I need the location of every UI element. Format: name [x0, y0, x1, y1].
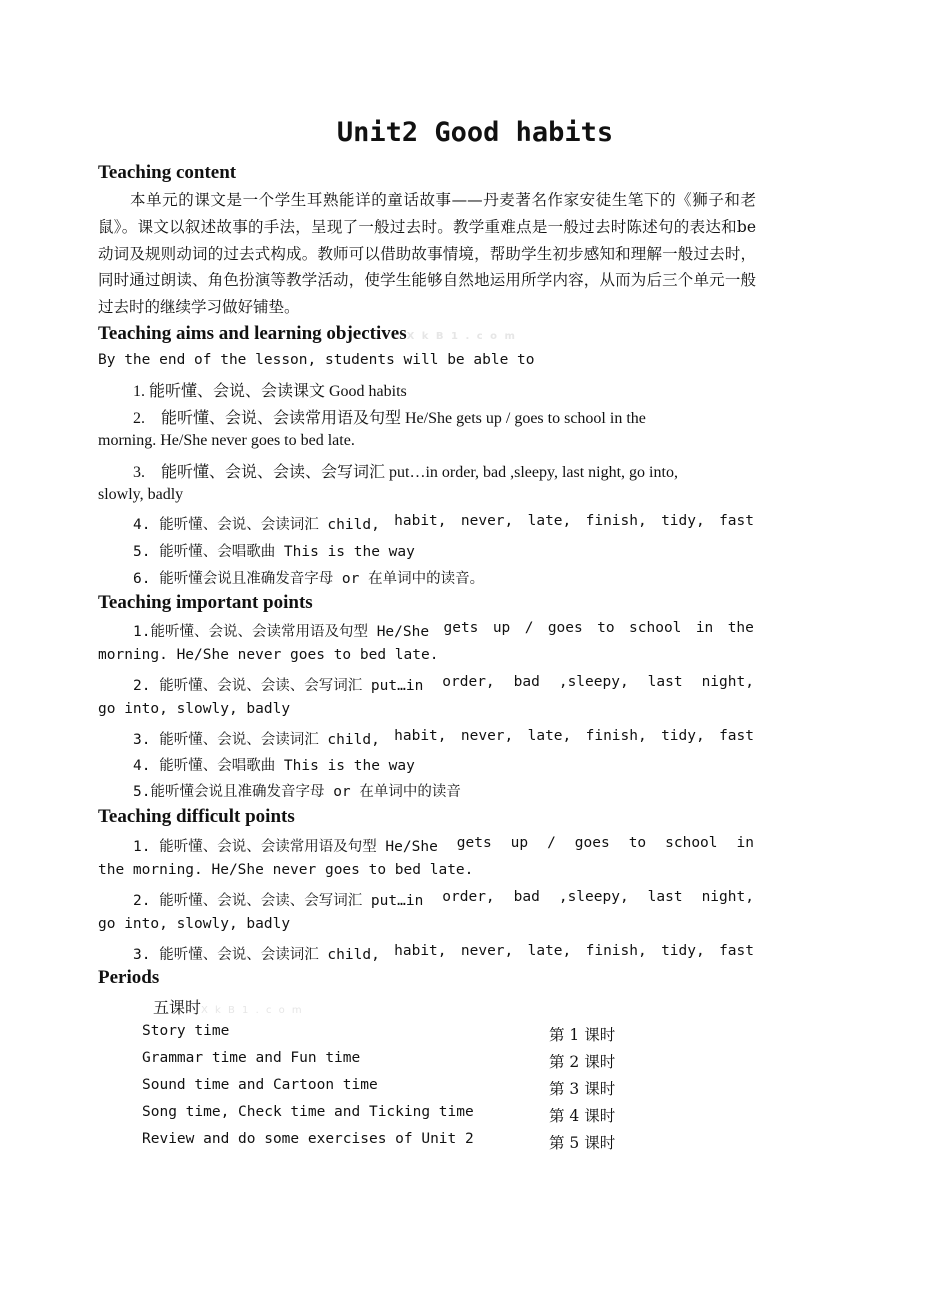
period-activity: Song time, Check time and Ticking time: [142, 1104, 474, 1120]
aims-item-4: [133, 513, 754, 534]
word: /: [547, 835, 556, 851]
important-item-1-line-1: [133, 620, 754, 641]
word: gets: [443, 620, 479, 636]
watermark-text: X k B 1 . c o m: [406, 331, 517, 342]
word: in: [695, 620, 714, 636]
important-item-2-line-2: go into, slowly, badly: [98, 701, 291, 717]
word: goes: [547, 620, 583, 636]
difficult-item-1-line-1: [133, 835, 754, 856]
heading-teaching-aims-text: Teaching aims and learning objectives: [98, 323, 407, 344]
period-number: 第 5 课时: [549, 1134, 616, 1152]
aims-item-1: 1. 能听懂、会说、会读课文 Good habits: [133, 383, 407, 400]
word: order,: [442, 674, 495, 690]
word: late,: [527, 943, 572, 959]
heading-teaching-content: Teaching content: [98, 162, 237, 183]
word: finish,: [585, 728, 647, 744]
period-number: 第 3 课时: [549, 1080, 616, 1098]
word: 4. 能听懂、会说、会读词汇 child,: [133, 517, 380, 533]
heading-periods: Periods: [98, 967, 160, 988]
word: never,: [460, 943, 514, 959]
word: up: [510, 835, 529, 851]
word: ,sleepy,: [558, 674, 629, 690]
aims-item-2-line-2: morning. He/She never goes to bed late.: [98, 432, 355, 449]
word: up: [492, 620, 511, 636]
word: 3. 能听懂、会说、会读词汇 child,: [133, 947, 380, 963]
word: gets: [456, 835, 492, 851]
aims-item-3-line-1: 3. 能听懂、会说、会读、会写词汇 put…in order, bad ,sleepy, last night, go into,: [133, 464, 678, 481]
aims-item-5: 5. 能听懂、会唱歌曲 This is the way: [133, 544, 415, 560]
word: habit,: [394, 943, 447, 959]
word: 1. 能听懂、会说、会读常用语及句型 He/She: [133, 839, 438, 855]
periods-total-text: 五课时: [153, 1000, 202, 1017]
heading-important-points: Teaching important points: [98, 592, 313, 613]
word: fast: [719, 943, 754, 959]
word: never,: [460, 513, 514, 529]
word: last: [647, 674, 683, 690]
period-number: 第 1 课时: [549, 1026, 616, 1044]
word: finish,: [585, 943, 647, 959]
word: finish,: [585, 513, 647, 529]
period-activity: Story time: [142, 1023, 230, 1039]
word: late,: [527, 728, 572, 744]
heading-difficult-points: Teaching difficult points: [98, 806, 295, 827]
important-item-4: 4. 能听懂、会唱歌曲 This is the way: [133, 758, 415, 774]
aims-item-3-line-2: slowly, badly: [98, 486, 184, 503]
word: in: [736, 835, 754, 851]
word: to: [628, 835, 647, 851]
important-item-2-line-1: [133, 674, 754, 695]
period-number: 第 4 课时: [549, 1107, 616, 1125]
word: bad: [513, 889, 540, 905]
important-item-5: 5.能听懂会说且准确发音字母 or 在单词中的读音: [133, 784, 461, 800]
word: /: [524, 620, 534, 636]
word: 3. 能听懂、会说、会读词汇 child,: [133, 732, 380, 748]
difficult-item-2-line-1: [133, 889, 754, 910]
word: tidy,: [661, 513, 705, 529]
word: last: [647, 889, 683, 905]
aims-intro: By the end of the lesson, students will be able to: [98, 352, 535, 368]
period-activity: Grammar time and Fun time: [142, 1050, 361, 1066]
word: 2. 能听懂、会说、会读、会写词汇 put…in: [133, 678, 424, 694]
watermark-text: X k B 1 . c o m: [201, 1005, 304, 1016]
heading-teaching-aims: [98, 323, 517, 345]
difficult-item-2-line-2: go into, slowly, badly: [98, 916, 291, 932]
word: tidy,: [661, 728, 705, 744]
word: bad: [513, 674, 540, 690]
aims-item-6: 6. 能听懂会说且准确发音字母 or 在单词中的读音。: [133, 571, 485, 587]
word: school: [665, 835, 718, 851]
difficult-item-3: [133, 943, 754, 964]
period-number: 第 2 课时: [549, 1053, 616, 1071]
important-item-1-line-2: morning. He/She never goes to bed late.: [98, 647, 439, 663]
word: habit,: [394, 513, 447, 529]
word: night,: [701, 674, 754, 690]
periods-total: [153, 995, 304, 1018]
word: 2. 能听懂、会说、会读、会写词汇 put…in: [133, 893, 424, 909]
word: ,sleepy,: [558, 889, 629, 905]
word: late,: [527, 513, 572, 529]
word: 1.能听懂、会说、会读常用语及句型 He/She: [133, 624, 430, 640]
word: never,: [460, 728, 514, 744]
word: night,: [701, 889, 754, 905]
period-activity: Review and do some exercises of Unit 2: [142, 1131, 474, 1147]
difficult-item-1-line-2: the morning. He/She never goes to bed late.: [98, 862, 474, 878]
word: to: [597, 620, 615, 636]
word: the: [727, 620, 754, 636]
word: fast: [719, 728, 754, 744]
word: school: [629, 620, 682, 636]
word: goes: [574, 835, 610, 851]
page-title: Unit2 Good habits: [336, 117, 614, 148]
word: tidy,: [661, 943, 705, 959]
important-item-3: [133, 728, 754, 749]
period-activity: Sound time and Cartoon time: [142, 1077, 378, 1093]
content-paragraph: 本单元的课文是一个学生耳熟能详的童话故事——丹麦著名作家安徒生笔下的《狮子和老鼠》。课文以叙述故事的手法，呈现了一般过去时。教学重难点是一般过去时陈述句的表达和be动词及规则动词的过去式构成。教师可以借助故事情境，帮助学生初步感知和理解一般过去时，同时通过朗读、角色扮演等教学活动，使学生能够自然地运用所学内容，从而为后三个单元一般过去时的继续学习做好铺垫。: [98, 191, 756, 317]
word: habit,: [394, 728, 447, 744]
aims-item-2-line-1: 2. 能听懂、会说、会读常用语及句型 He/She gets up / goes to school in the: [133, 410, 646, 427]
word: fast: [719, 513, 754, 529]
word: order,: [442, 889, 495, 905]
